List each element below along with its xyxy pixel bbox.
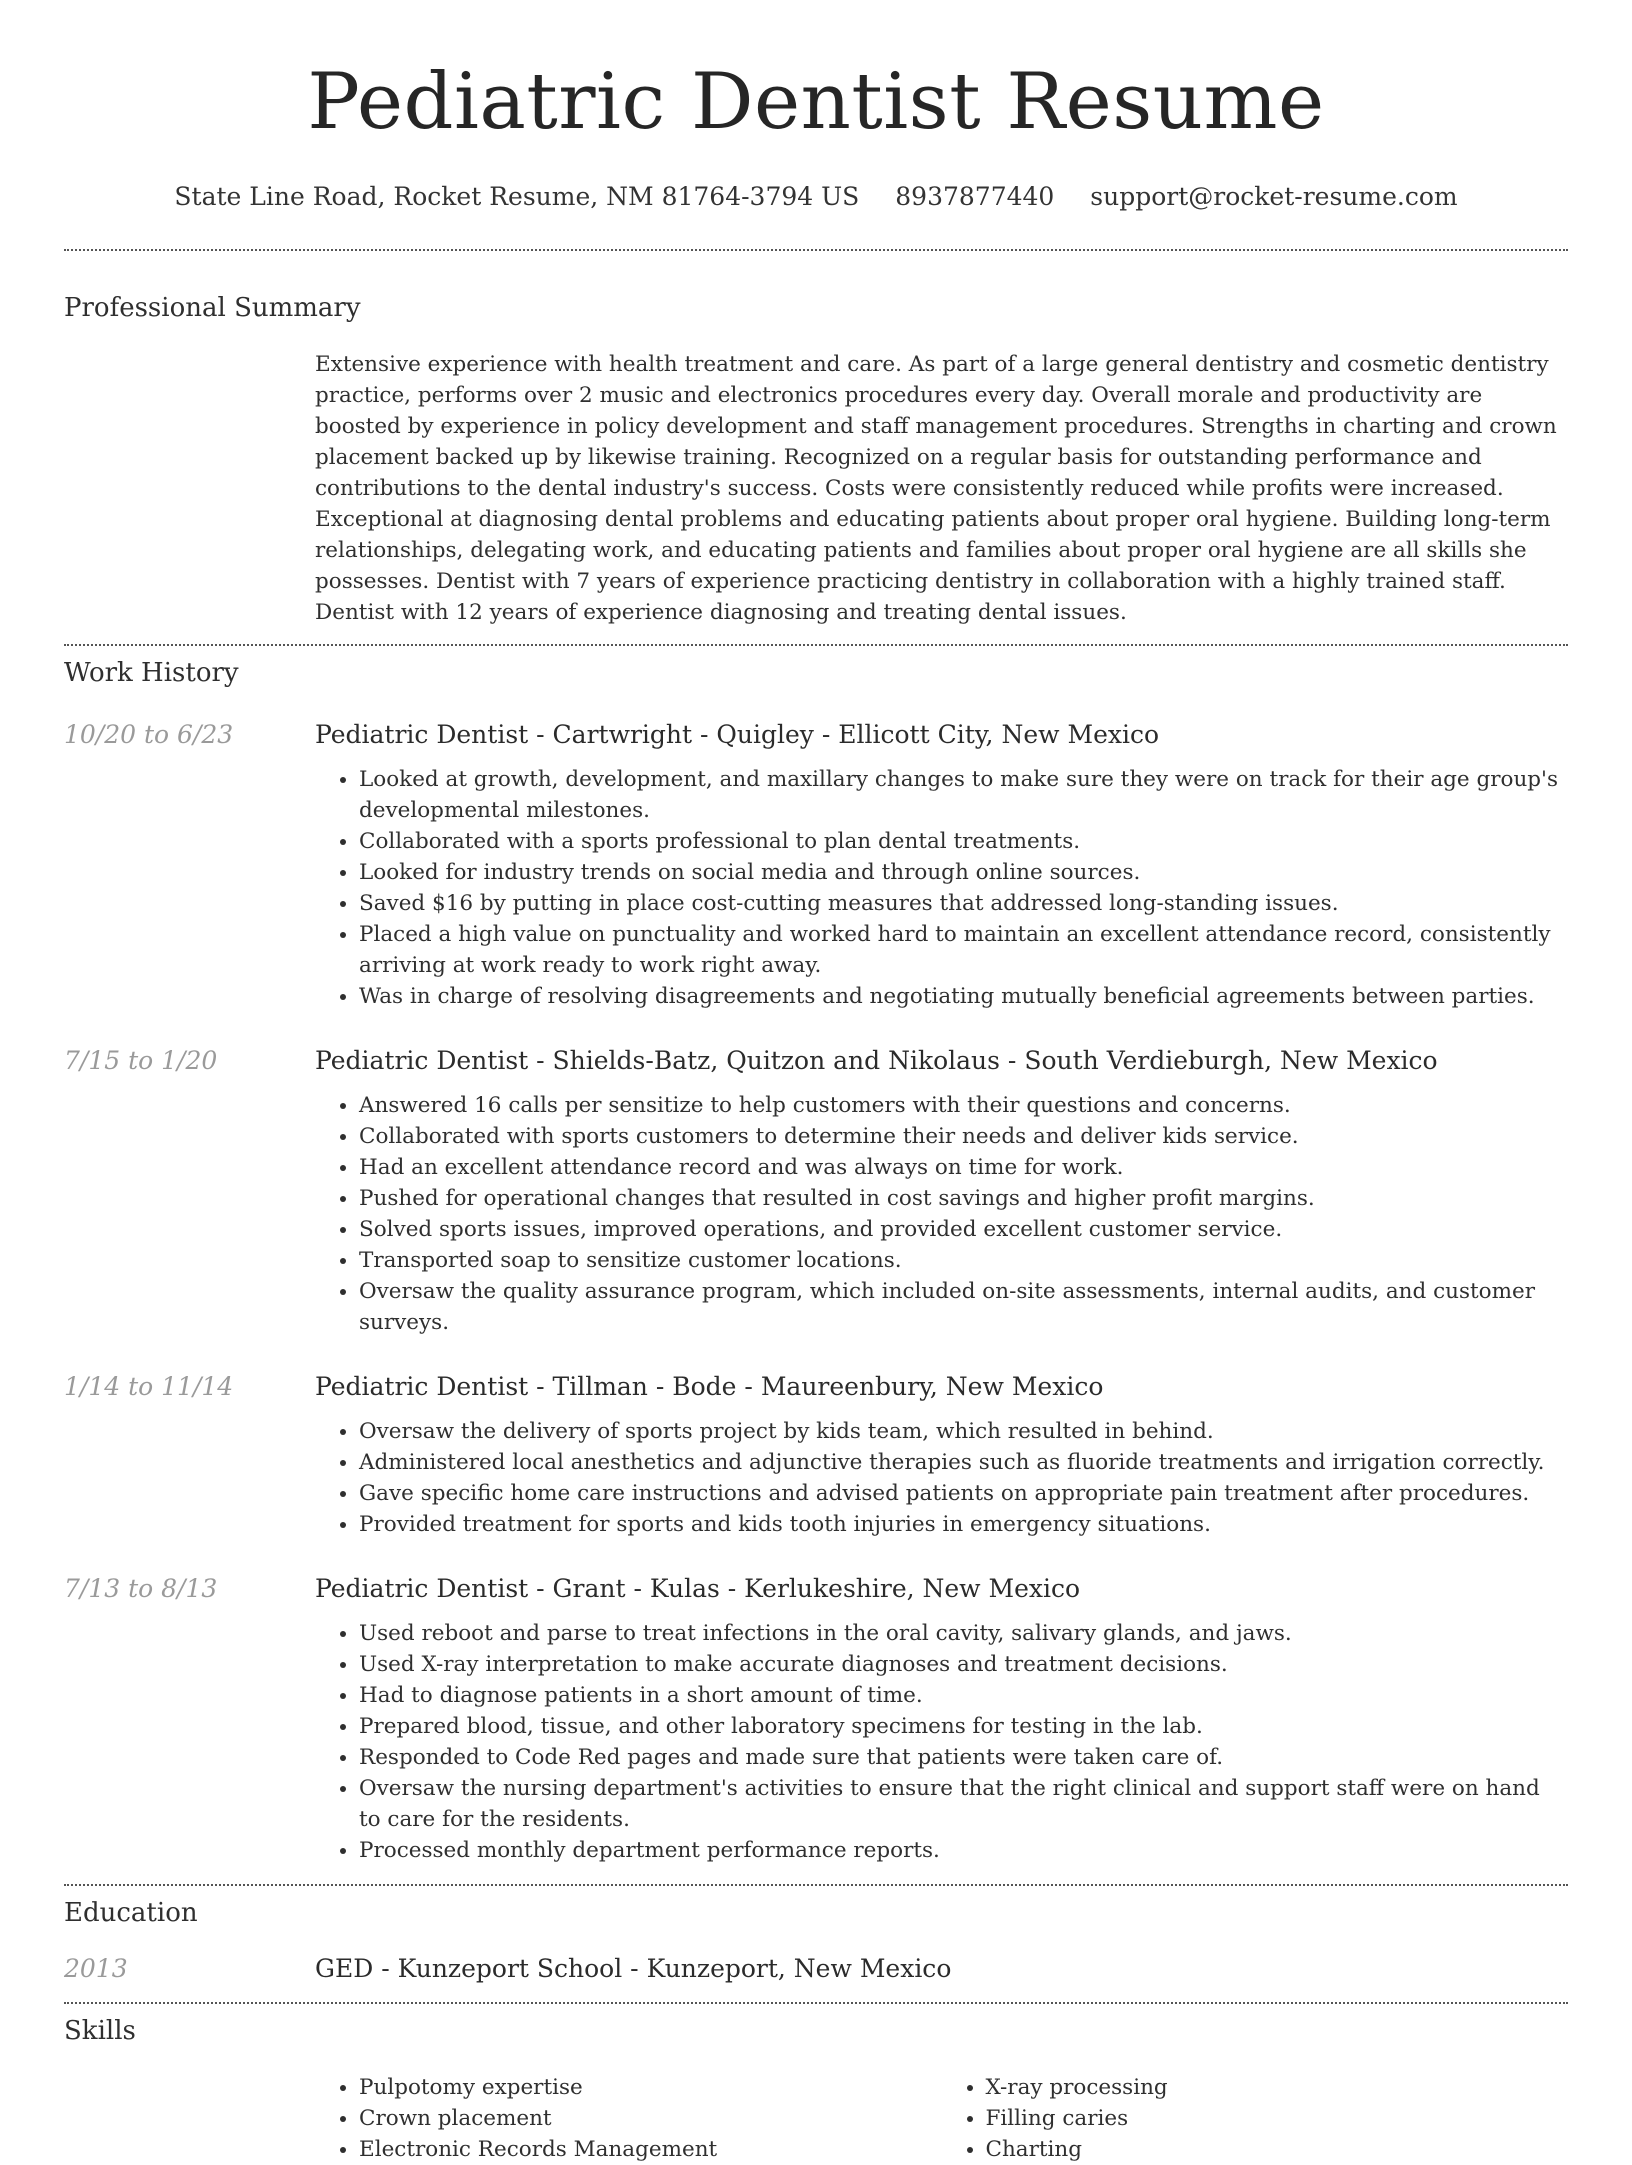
education-details: GED - Kunzeport School - Kunzeport, New Mexico xyxy=(315,1954,952,1983)
list-item: • Pushed for operational changes that resulted in cost savings and higher profit margins. xyxy=(359,1183,1568,1214)
skill-item: • Crown placement xyxy=(359,2103,942,2134)
job-entry xyxy=(64,1572,1568,1866)
job-dates: 7/13 to 8/13 xyxy=(64,1574,218,1603)
skill-item: • X-ray processing xyxy=(986,2072,1569,2103)
list-item: • Looked for industry trends on social media and through online sources. xyxy=(359,857,1568,888)
list-item: • Administered local anesthetics and adjunctive therapies such as fluoride treatments and irrigation correctly. xyxy=(359,1447,1568,1478)
section-title-skills: Skills xyxy=(64,2016,136,2046)
education-entry xyxy=(64,1952,1568,1986)
divider xyxy=(64,249,1568,251)
summary-text: Extensive experience with health treatment and care. As part of a large general dentistry and cosmetic dentistry practice, performs over 2 music and electronics procedures every day. Overall morale and productivity are boosted by experience in policy development and staff management procedures. Strengths in charting and crown placement backed up by likewise training. Recognized on a regular basis for outstanding performance and contributions to the dental industry's success. Costs were consistently reduced while profits were increased. Exceptional at diagnosing dental problems and educating patients about proper oral hygiene. Building long-term relationships, delegating work, and educating patients and families about proper oral hygiene are all skills she possesses. Dentist with 7 years of experience practicing dentistry in collaboration with a highly trained staff. Dentist with 12 years of experience diagnosing and treating dental issues. xyxy=(315,352,1557,625)
section-title-education: Education xyxy=(64,1898,198,1928)
contact-email[interactable]: support@rocket-resume.com xyxy=(1090,182,1458,211)
divider xyxy=(64,2002,1568,2004)
education-year: 2013 xyxy=(64,1954,128,1983)
skill-item: • Electronic Records Management xyxy=(359,2134,942,2165)
job-dates: 10/20 to 6/23 xyxy=(64,720,234,749)
list-item: • Collaborated with a sports professional to plan dental treatments. xyxy=(359,826,1568,857)
skill-item: • Filling caries xyxy=(986,2103,1569,2134)
skills-column-right xyxy=(942,2072,1569,2165)
contact-phone[interactable]: 8937877440 xyxy=(895,182,1055,211)
work-history-list xyxy=(64,718,1568,1866)
list-item: • Had an excellent attendance record and was always on time for work. xyxy=(359,1152,1568,1183)
list-item: • Processed monthly department performance reports. xyxy=(359,1835,1568,1866)
job-dates: 7/15 to 1/20 xyxy=(64,1046,218,1075)
list-item: • Had to diagnose patients in a short amount of time. xyxy=(359,1680,1568,1711)
list-item: • Oversaw the quality assurance program, which included on-site assessments, internal audits, and customer surveys. xyxy=(359,1276,1568,1338)
job-dates: 1/14 to 11/14 xyxy=(64,1372,234,1401)
job-bullets xyxy=(315,1416,1568,1540)
skills-list xyxy=(315,2072,1568,2165)
job-bullets xyxy=(315,1618,1568,1866)
job-title: Pediatric Dentist - Tillman - Bode - Maureenbury, New Mexico xyxy=(315,1372,1104,1401)
list-item: • Provided treatment for sports and kids tooth injuries in emergency situations. xyxy=(359,1509,1568,1540)
list-item: • Used reboot and parse to treat infections in the oral cavity, salivary glands, and jaws. xyxy=(359,1618,1568,1649)
list-item: • Prepared blood, tissue, and other laboratory specimens for testing in the lab. xyxy=(359,1711,1568,1742)
list-item: • Gave specific home care instructions and advised patients on appropriate pain treatment after procedures. xyxy=(359,1478,1568,1509)
job-bullets xyxy=(315,764,1568,1012)
skill-item: • Pulpotomy expertise xyxy=(359,2072,942,2103)
job-entry xyxy=(64,1044,1568,1338)
list-item: • Collaborated with sports customers to determine their needs and deliver kids service. xyxy=(359,1121,1568,1152)
section-title-work-history: Work History xyxy=(64,658,239,688)
contact-address: State Line Road, Rocket Resume, NM 81764-3794 US xyxy=(174,182,860,211)
section-title-summary: Professional Summary xyxy=(64,293,361,323)
job-entry xyxy=(64,718,1568,1012)
divider xyxy=(64,644,1568,646)
list-item: • Looked at growth, development, and maxillary changes to make sure they were on track for their age group's developmental milestones. xyxy=(359,764,1568,826)
resume-title: Pediatric Dentist Resume xyxy=(307,57,1325,147)
list-item: • Transported soap to sensitize customer locations. xyxy=(359,1245,1568,1276)
job-title: Pediatric Dentist - Cartwright - Quigley - Ellicott City, New Mexico xyxy=(315,720,1160,749)
job-bullets xyxy=(315,1090,1568,1338)
contact-line xyxy=(64,182,1568,211)
skill-item: • Charting xyxy=(986,2134,1569,2165)
job-title: Pediatric Dentist - Grant - Kulas - Kerlukeshire, New Mexico xyxy=(315,1574,1081,1603)
divider xyxy=(64,1884,1568,1886)
list-item: • Placed a high value on punctuality and worked hard to maintain an excellent attendance record, consistently arriving at work ready to work right away. xyxy=(359,919,1568,981)
job-entry xyxy=(64,1370,1568,1540)
list-item: • Responded to Code Red pages and made sure that patients were taken care of. xyxy=(359,1742,1568,1773)
list-item: • Oversaw the delivery of sports project by kids team, which resulted in behind. xyxy=(359,1416,1568,1447)
list-item: • Was in charge of resolving disagreements and negotiating mutually beneficial agreements between parties. xyxy=(359,981,1568,1012)
skills-column-left xyxy=(315,2072,942,2165)
list-item: • Saved $16 by putting in place cost-cutting measures that addressed long-standing issues. xyxy=(359,888,1568,919)
job-title: Pediatric Dentist - Shields-Batz, Quitzon and Nikolaus - South Verdieburgh, New Mexico xyxy=(315,1046,1438,1075)
list-item: • Solved sports issues, improved operations, and provided excellent customer service. xyxy=(359,1214,1568,1245)
list-item: • Used X-ray interpretation to make accurate diagnoses and treatment decisions. xyxy=(359,1649,1568,1680)
list-item: • Answered 16 calls per sensitize to help customers with their questions and concerns. xyxy=(359,1090,1568,1121)
list-item: • Oversaw the nursing department's activities to ensure that the right clinical and support staff were on hand to care for the residents. xyxy=(359,1773,1568,1835)
